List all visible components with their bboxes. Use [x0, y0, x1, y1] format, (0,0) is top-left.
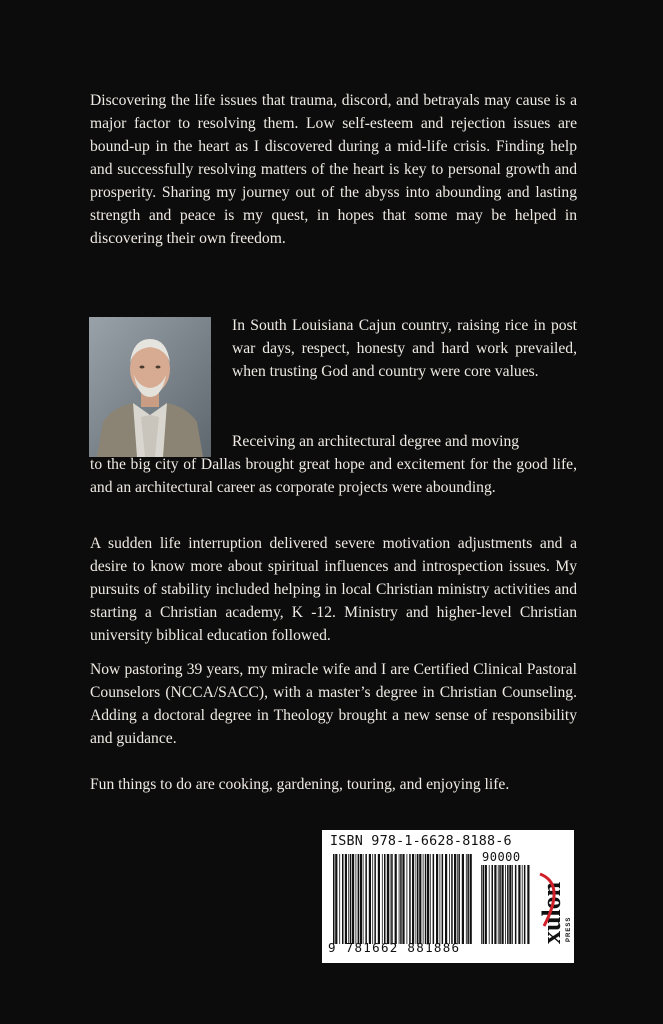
bio-paragraph-5: Fun things to do are cooking, gardening, touring, and enjoying life.: [90, 776, 510, 793]
bio-paragraph-1: In South Louisiana Cajun country, raising rice in post war days, respect, honesty and hard work prevailed, when trusting God and country were core values.: [232, 317, 577, 380]
price-barcode: [480, 865, 530, 944]
logo-wordmark: xulon: [537, 881, 566, 944]
barcode-label: [322, 830, 574, 963]
bio-paragraph-3: A sudden life interruption delivered severe motivation adjustments and a desire to know more about spiritual influences and introspection issues. My pursuits of stability included helping in local Christian ministry activities and starting a Christian academy, K -12. Ministry and higher-level Christian university biblical education followed.: [90, 535, 577, 644]
bio-paragraph-2-first-line: Receiving an architectural degree and moving: [232, 433, 520, 450]
xulon-press-logo: [536, 844, 570, 956]
logo-subtext: PRESS: [566, 916, 572, 942]
bio-paragraph-4: Now pastoring 39 years, my miracle wife and I are Certified Clinical Pastoral Counselors (NCCA/SACC), with a master’s degree in Christian Counseling. Adding a doctoral degree in Theology brought a new sense of responsibility and guidance.: [90, 661, 577, 747]
ean-barcode: [332, 854, 472, 944]
bio-paragraph-2: [90, 430, 577, 499]
price-code: 90000: [482, 850, 521, 864]
isbn-text: ISBN 978-1-6628-8188-6: [330, 834, 512, 849]
bio-paragraph-2-rest: to the big city of Dallas brought great hope and excitement for the good life, and an architectural career as corporate projects were abounding.: [90, 456, 577, 496]
intro-paragraph: Discovering the life issues that trauma, discord, and betrayals may cause is a major factor to resolving them. Low self-esteem and rejection issues are bound-up in the heart as I discovered during a mid-life crisis. Finding help and successfully resolving matters of the heart is key to personal growth and prosperity. Sharing my journey out of the abyss into abounding and lasting strength and peace is my quest, in hopes that some may be helped in discovering their own freedom.: [90, 92, 577, 247]
ean-digits: 9 781662 881886: [328, 940, 461, 955]
